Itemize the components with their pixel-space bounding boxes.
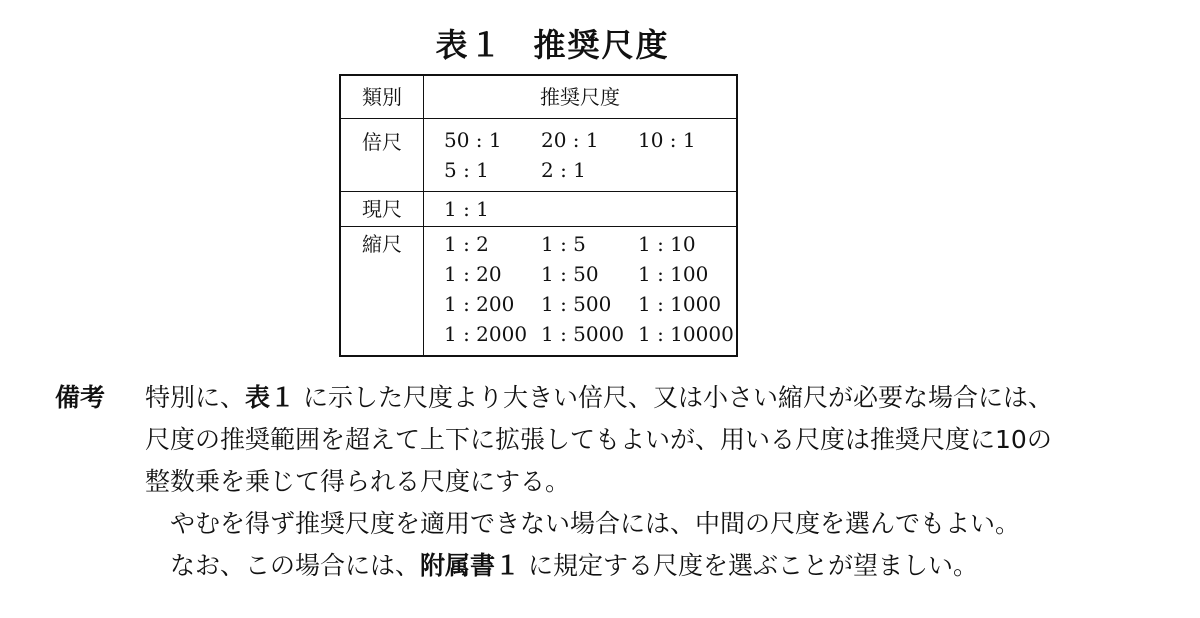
scale-value: 1 : 2 — [444, 232, 489, 256]
scale-value — [638, 155, 735, 185]
row-category: 現尺 — [340, 192, 424, 227]
scale-value: 50 : 1 — [444, 128, 502, 152]
scale-value — [638, 194, 735, 224]
row-values — [424, 192, 738, 227]
remarks-text: に規定する尺度を選ぶことが望ましい。 — [527, 551, 978, 580]
scale-value — [541, 194, 638, 224]
scale-table — [339, 74, 738, 357]
remarks-line: 尺度の推奨範囲を超えて上下に拡張してもよいが、用いる尺度は推奨尺度に10の — [145, 425, 1052, 454]
header-values: 推奨尺度 — [424, 75, 738, 119]
scale-value: 1 : 100 — [638, 262, 709, 286]
remarks-line: やむを得ず推奨尺度を適用できない場合には、中間の尺度を選んでもよい。 — [170, 509, 1021, 538]
scale-value: 1 : 50 — [541, 262, 599, 286]
scale-value: 1 : 5000 — [541, 322, 625, 346]
scale-value: 1 : 1 — [444, 197, 489, 221]
row-values — [424, 119, 738, 192]
scale-value: 1 : 10 — [638, 232, 696, 256]
row-values — [424, 227, 738, 357]
scale-value: 5 : 1 — [444, 158, 489, 182]
remarks-text: に示した尺度より大きい倍尺、又は小さい縮尺が必要な場合には、 — [302, 383, 1053, 412]
table-row — [340, 192, 737, 227]
header-category: 類別 — [340, 75, 424, 119]
scale-value: 1 : 1000 — [638, 292, 722, 316]
remarks-text: 特別に、 — [145, 383, 246, 412]
remarks-body — [145, 377, 1053, 587]
scale-value: 1 : 10000 — [638, 322, 734, 346]
table-number: 表１ — [435, 26, 504, 64]
table-name: 推奨尺度 — [533, 26, 670, 64]
table-reference: 表１ — [245, 383, 296, 412]
remarks-line — [145, 545, 1053, 587]
scale-value: 2 : 1 — [541, 158, 586, 182]
table-row — [340, 119, 737, 192]
table-header-row — [340, 75, 737, 119]
row-category: 縮尺 — [340, 227, 424, 357]
table-row — [340, 227, 737, 357]
row-category: 倍尺 — [340, 119, 424, 192]
remarks-line: 整数乗を乗じて得られる尺度にする。 — [145, 467, 571, 496]
scale-value: 1 : 5 — [541, 232, 586, 256]
scale-value: 1 : 500 — [541, 292, 612, 316]
scale-value: 1 : 20 — [444, 262, 502, 286]
table-title — [0, 20, 1105, 66]
scale-value: 1 : 200 — [444, 292, 515, 316]
remarks-label: 備考 — [55, 383, 106, 412]
remarks-text: なお、この場合には、 — [170, 551, 421, 580]
scale-value: 10 : 1 — [638, 128, 696, 152]
scale-value: 1 : 2000 — [444, 322, 528, 346]
scale-value: 20 : 1 — [541, 128, 599, 152]
annex-reference: 附属書１ — [420, 551, 521, 580]
remarks-line — [145, 377, 1053, 419]
